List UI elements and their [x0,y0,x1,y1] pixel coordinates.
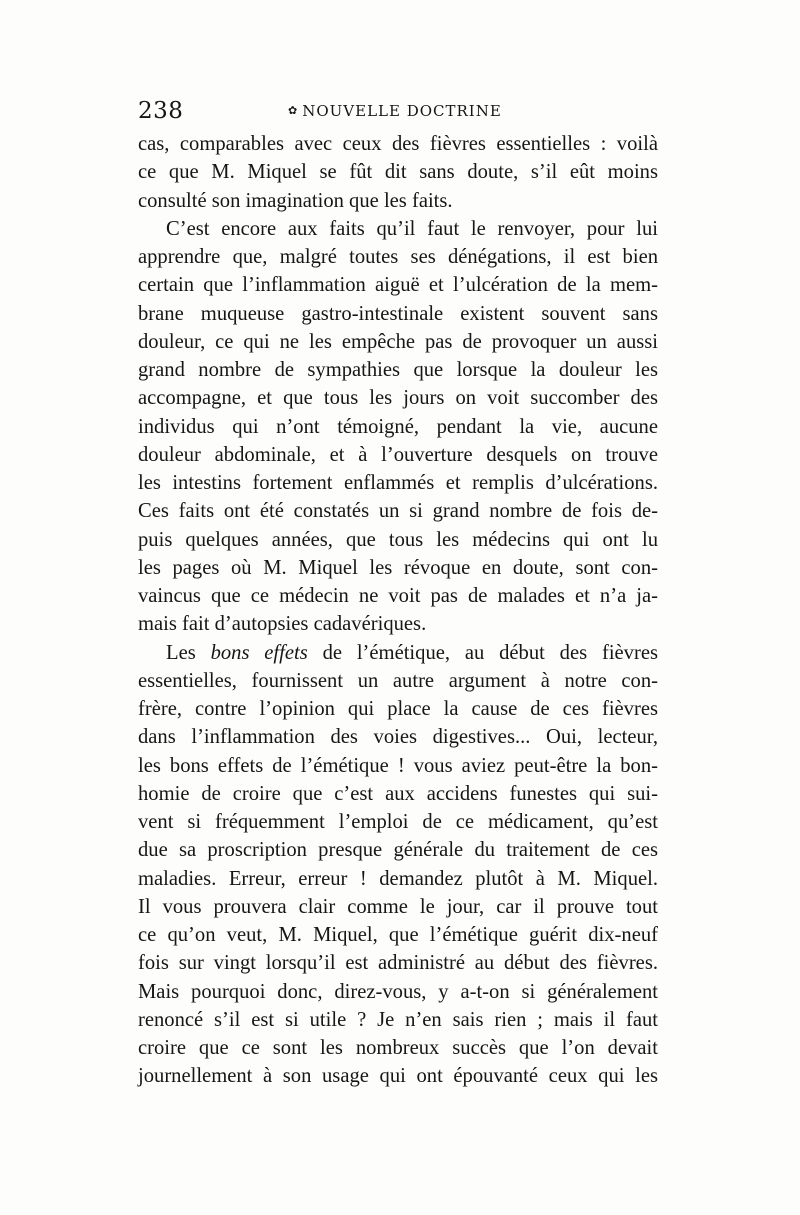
running-head [138,96,658,130]
text-line: puis quelques années, que tous les médecins qui ont lu [138,528,658,551]
text-line: renoncé s’il est si utile ? Je n’en sais rien ; mais il faut [138,1008,658,1031]
fleuron-icon: ✿ [288,104,299,117]
text-line: fois sur vingt lorsqu’il est administré au début des fièvres. [138,952,658,975]
text-line: les pages où M. Miquel les révoque en doute, sont con- [138,556,658,579]
text-line: vent si fréquemment l’emploi de ce médicament, qu’est [138,811,658,833]
text-line: frère, contre l’opinion qui place la cause de ces fièvres [138,698,658,720]
emphasis-text: bons effets [210,641,308,664]
text-line: homie de croire que c’est aux accidens funestes qui sui- [138,782,658,805]
text-line: ce que M. Miquel se fût dit sans doute, s’il eût moins [138,161,658,184]
text-line: individus qui n’ont témoigné, pendant la vie, aucune [138,415,658,438]
running-title: NOUVELLE DOCTRINE [302,102,502,120]
text-line: dans l’inflammation des voies digestives... Oui, lecteur, [138,726,658,749]
text-line: douleur abdominale, et à l’ouverture desquels on trouve [138,443,658,466]
book-page [138,96,658,1091]
text-line: essentielles, fournissent un autre argument à notre con- [138,669,658,692]
text-line: mais fait d’autopsies cadavériques. [138,613,427,636]
text-line: due sa proscription presque générale du traitement de ces [138,839,658,862]
body-text [138,130,658,1091]
text-line: cas, comparables avec ceux des fièvres essentielles : voilà [138,133,658,155]
text-line: douleur, ce qui ne les empêche pas de provoquer un aussi [138,330,658,353]
text-run: Les [166,641,211,664]
running-title-wrap [288,102,502,120]
text-line: les intestins fortement enflammés et remplis d’ulcérations. [138,472,658,494]
text-line: Mais pourquoi donc, direz-vous, y a-t-on si généralement [138,980,658,1003]
paragraph-3 [138,639,658,1091]
text-line: C’est encore aux faits qu’il faut le renvoyer, pour lui [166,217,658,240]
text-line: Ces faits ont été constatés un si grand nombre de fois de- [138,500,658,523]
text-line: journellement à son usage qui ont épouvanté ceux qui les [138,1065,658,1088]
text-line: grand nombre de sympathies que lorsque la douleur les [138,359,658,381]
text-line: vaincus que ce médecin ne voit pas de malades et n’a ja- [138,585,658,607]
text-line: ce qu’on veut, M. Miquel, que l’émétique guérit dix-neuf [138,924,658,946]
text-line: les bons effets de l’émétique ! vous aviez peut-être la bon- [138,754,658,777]
text-line: apprendre que, malgré toutes ses dénégations, il est bien [138,246,658,268]
text-line: Il vous prouvera clair comme le jour, car il prouve tout [138,895,658,918]
paragraph-2 [138,215,658,639]
paragraph-1 [138,130,658,215]
page-number: 238 [138,98,184,124]
text-line: maladies. Erreur, erreur ! demandez plutôt à M. Miquel. [138,867,658,890]
text-line: accompagne, et que tous les jours on voit succomber des [138,387,658,410]
text-run: de l’émétique, au début des fièvres [307,641,658,664]
text-line: brane muqueuse gastro-intestinale existent souvent sans [138,302,658,325]
text-line: consulté son imagination que les faits. [138,189,453,212]
text-line: certain que l’inflammation aiguë et l’ulcération de la mem- [138,274,658,297]
text-line-first [138,639,658,667]
text-line: croire que ce sont les nombreux succès que l’on devait [138,1037,658,1059]
